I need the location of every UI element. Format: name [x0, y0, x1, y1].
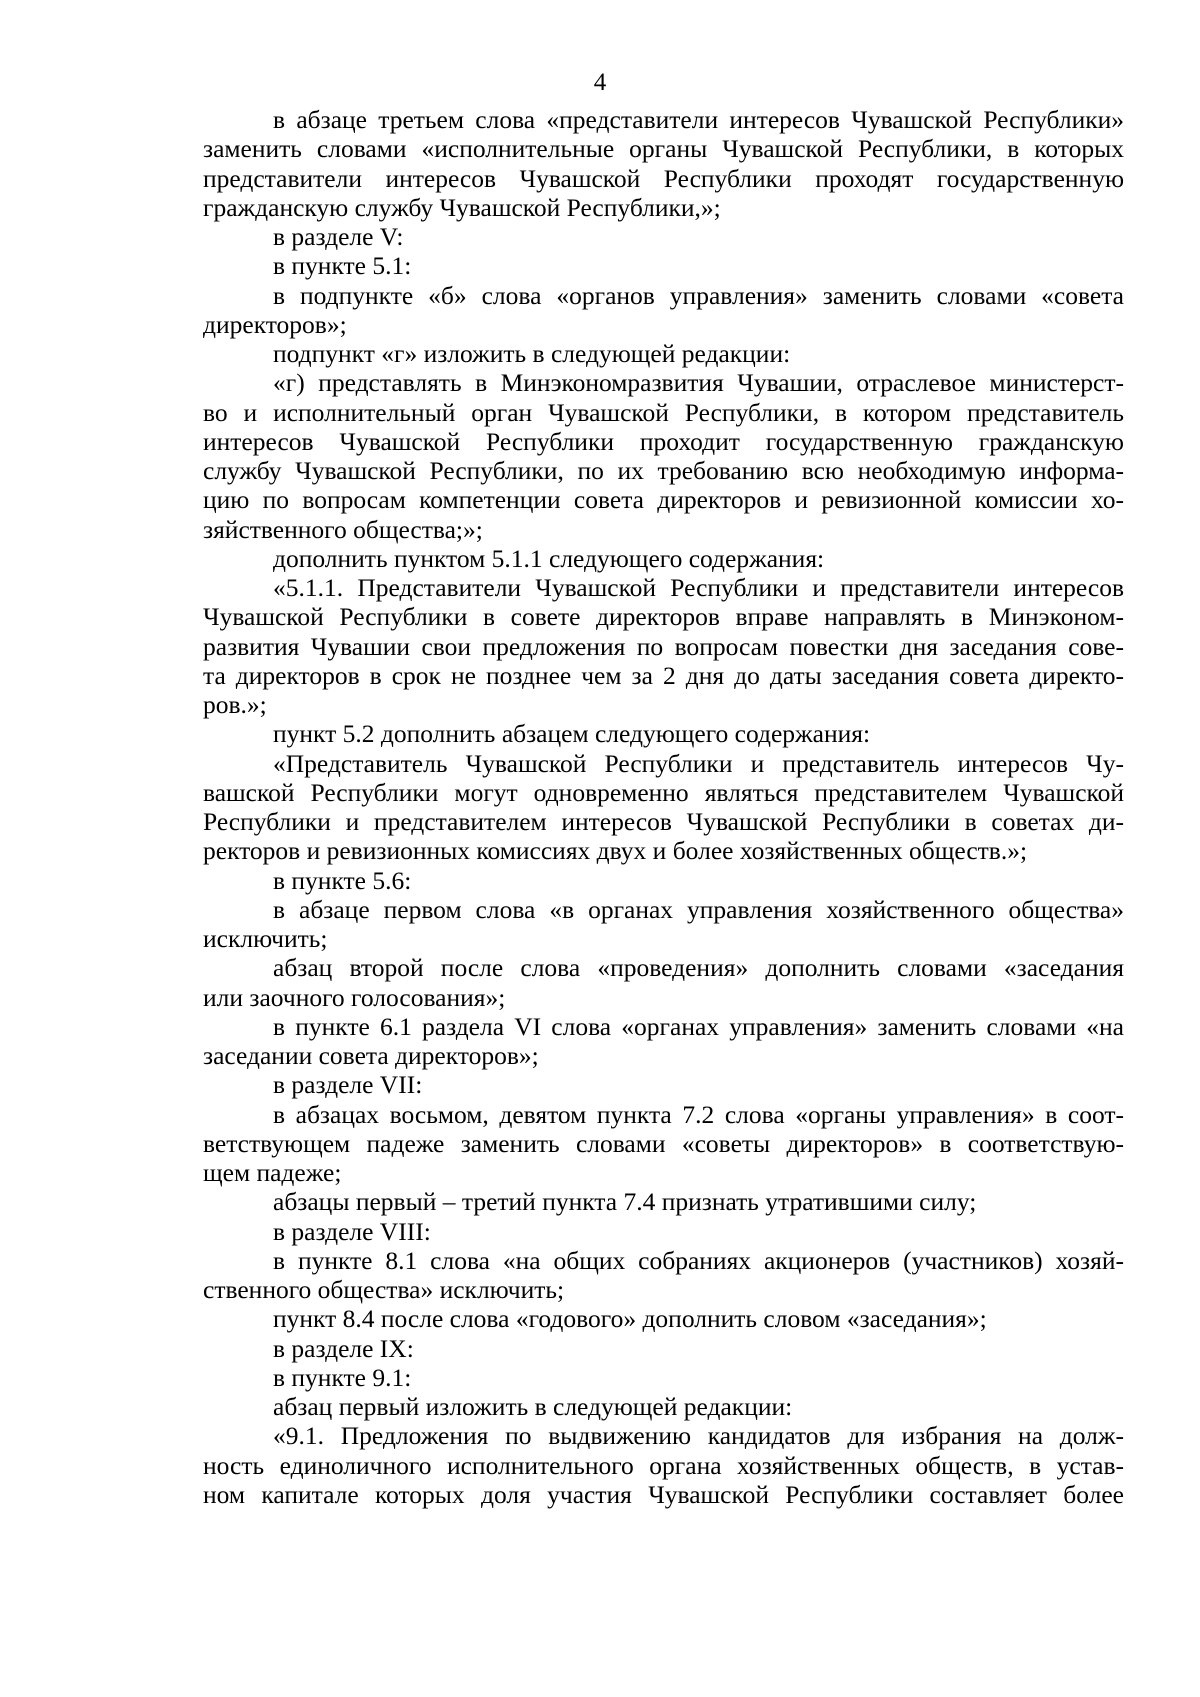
text-line: в абзаце первом слова «в органах управления хозяйственного общества»	[273, 894, 1124, 924]
text-line: ном капитале которых доля участия Чувашской Республики составляет более	[203, 1479, 1124, 1509]
text-line: директоров»;	[203, 309, 347, 339]
text-line: ственного общества» исключить;	[203, 1275, 565, 1304]
text-line: в абзацах восьмом, девятом пункта 7.2 слова «органы управления» в соот-	[273, 1099, 1124, 1129]
text-line: Республики и представителем интересов Чувашской Республики в советах ди-	[203, 807, 1124, 836]
paragraph	[203, 1100, 1124, 1188]
paragraph	[203, 105, 1124, 222]
text-line: исключить;	[203, 924, 328, 953]
text-line: в подпункте «б» слова «органов управления» заменить словами «совета	[273, 280, 1124, 310]
text-line: вашской Республики могут одновременно являться представителем Чувашской	[203, 777, 1124, 807]
text-line: гражданскую службу Чувашской Республики,»;	[203, 192, 721, 222]
text-line: пункт 5.2 дополнить абзацем следующего содержания:	[273, 719, 871, 749]
text-line: зяйственного общества;»;	[203, 514, 483, 544]
paragraph	[203, 573, 1124, 719]
paragraph	[203, 339, 1124, 368]
text-line: «5.1.1. Представители Чувашской Республики и представители интересов	[273, 573, 1124, 602]
text-line: ректоров и ревизионных комиссиях двух и более хозяйственных обществ.»;	[203, 836, 1028, 866]
paragraph	[203, 1334, 1124, 1363]
text-line: в абзаце третьем слова «представители интересов Чувашской Республики»	[273, 105, 1124, 134]
paragraph	[203, 719, 1124, 748]
text-line: заменить словами «исполнительные органы Чувашской Республики, в которых	[203, 134, 1124, 164]
paragraph	[203, 281, 1124, 340]
text-line: интересов Чувашской Республики проходит государственную гражданскую	[203, 426, 1124, 456]
text-line: Чувашской Республики в совете директоров вправе направлять в Минэконом-	[203, 602, 1124, 632]
text-line: та директоров в срок не позднее чем за 2 дня до даты заседания совета директо-	[203, 660, 1124, 690]
paragraph	[203, 544, 1124, 573]
page-number: 4	[593, 69, 607, 96]
paragraph	[203, 895, 1124, 954]
paragraph	[203, 749, 1124, 866]
text-line: подпункт «г» изложить в следующей редакции:	[273, 339, 791, 368]
text-line: ность единоличного исполнительного органа хозяйственных обществ, в устав-	[203, 1450, 1124, 1480]
text-line: службу Чувашской Республики, по их требованию всю необходимую информа-	[203, 456, 1124, 485]
text-line: пункт 8.4 после слова «годового» дополнить словом «заседания»;	[273, 1304, 987, 1334]
paragraph	[203, 866, 1124, 895]
text-line: в разделе IX:	[273, 1333, 414, 1363]
text-line: или заочного голосования»;	[203, 982, 506, 1012]
paragraph	[203, 1363, 1124, 1392]
paragraph	[203, 368, 1124, 544]
text-line: в пункте 5.6:	[273, 865, 412, 895]
text-line: в пункте 5.1:	[273, 251, 412, 281]
paragraph	[203, 1246, 1124, 1305]
text-line: щем падеже;	[203, 1158, 342, 1187]
text-line: абзац первый изложить в следующей редакции:	[273, 1392, 793, 1421]
text-line: в пункте 9.1:	[273, 1362, 412, 1392]
text-line: «9.1. Предложения по выдвижению кандидатов для избрания на долж-	[273, 1421, 1124, 1451]
text-line: в пункте 8.1 слова «на общих собраниях акционеров (участников) хозяй-	[273, 1245, 1124, 1275]
paragraph	[203, 1012, 1124, 1071]
paragraph	[203, 222, 1124, 251]
text-line: ров.»;	[203, 690, 267, 719]
paragraph	[203, 1392, 1124, 1421]
paragraph	[203, 251, 1124, 280]
paragraph	[203, 1070, 1124, 1099]
text-line: «Представитель Чувашской Республики и представитель интересов Чу-	[273, 748, 1124, 778]
text-line: заседании совета директоров»;	[203, 1041, 539, 1070]
text-line: во и исполнительный орган Чувашской Республики, в котором представитель	[203, 397, 1124, 427]
paragraph	[203, 1187, 1124, 1216]
document-body	[203, 105, 1124, 1509]
text-line: «г) представлять в Минэкономразвития Чувашии, отраслевое министерст-	[273, 368, 1124, 398]
text-line: представители интересов Чувашской Республики проходят государственную	[203, 163, 1124, 193]
text-line: цию по вопросам компетенции совета директоров и ревизионной комиссии хо-	[203, 485, 1124, 515]
paragraph	[203, 953, 1124, 1012]
text-line: дополнить пунктом 5.1.1 следующего содержания:	[273, 543, 825, 573]
text-line: абзац второй после слова «проведения» дополнить словами «заседания	[273, 953, 1124, 983]
text-line: в разделе VII:	[273, 1070, 423, 1100]
text-line: ветствующем падеже заменить словами «советы директоров» в соответствую-	[203, 1128, 1124, 1158]
text-line: в разделе V:	[273, 222, 404, 251]
text-line: абзацы первый – третий пункта 7.4 признать утратившими силу;	[273, 1187, 977, 1217]
text-line: в пункте 6.1 раздела VI слова «органах управления» заменить словами «на	[273, 1011, 1124, 1041]
paragraph	[203, 1421, 1124, 1509]
text-line: развития Чувашии свои предложения по вопросам повестки дня заседания сове-	[203, 631, 1124, 661]
paragraph	[203, 1217, 1124, 1246]
text-line: в разделе VIII:	[273, 1216, 431, 1246]
paragraph	[203, 1304, 1124, 1333]
